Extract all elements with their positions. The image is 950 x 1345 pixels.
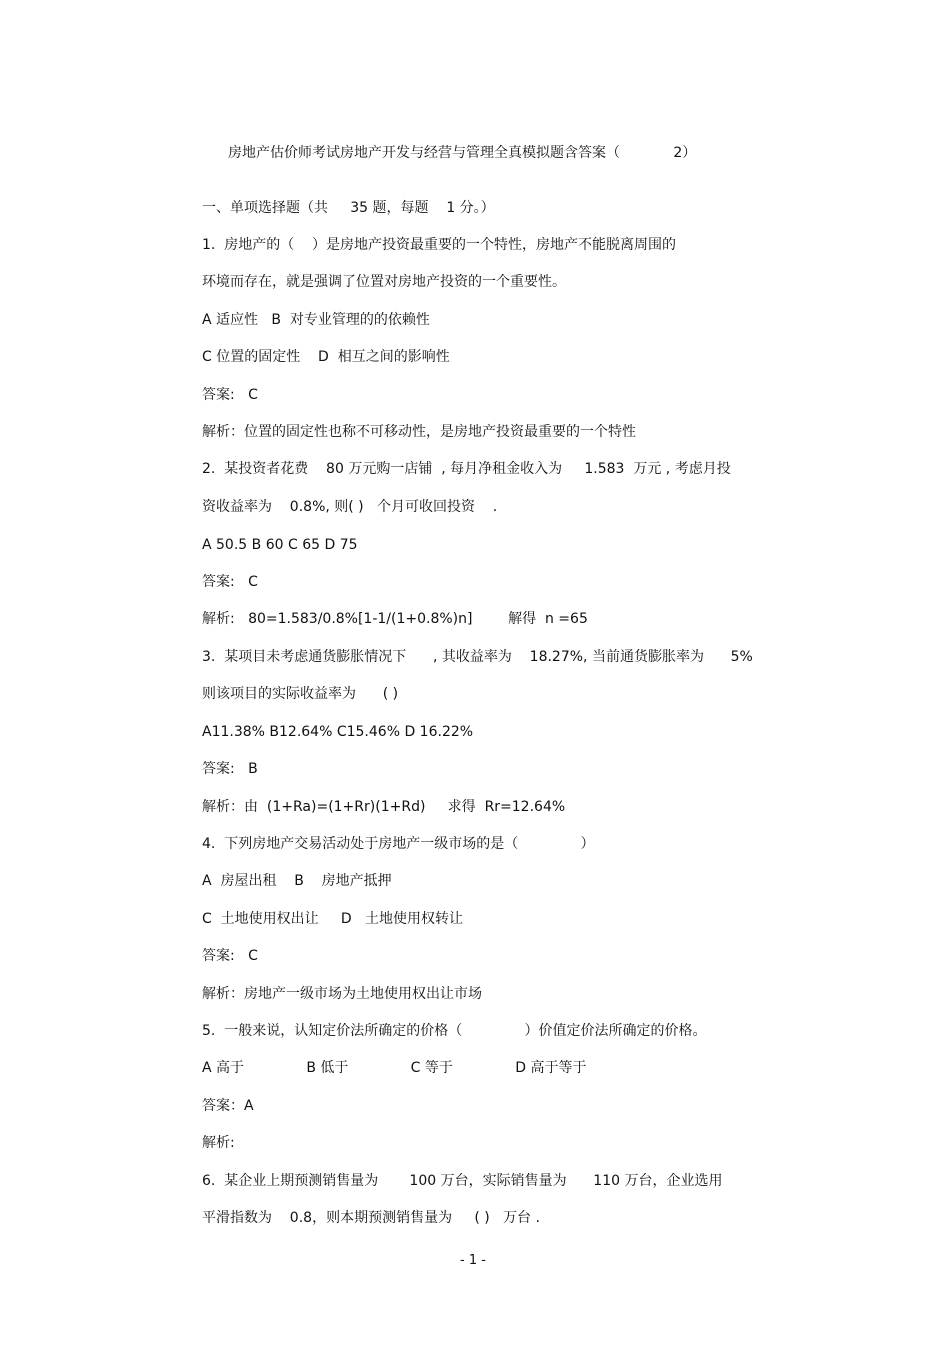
question-4-options-ab: A 房屋出租 B 房地产抵押 (202, 873, 392, 889)
question-4-analysis: 解析：房地产一级市场为土地使用权出让市场 (202, 986, 482, 1002)
question-3-stem: 3. 某项目未考虑通货膨胀情况下 , 其收益率为 18.27%, 当前通货膨胀率为 5% (202, 649, 753, 665)
section-heading: 一、单项选择题（共 35 题，每题 1 分。） (202, 200, 495, 216)
question-5-analysis: 解析: (202, 1135, 235, 1151)
question-2-stem: 2. 某投资者花费 80 万元购一店铺 , 每月净租金收入为 1.583 万元 , 考虑月投 (202, 461, 731, 477)
question-4-answer: 答案: C (202, 948, 258, 964)
question-2-answer: 答案: C (202, 574, 258, 590)
question-4-options-cd: C 土地使用权出让 D 土地使用权转让 (202, 911, 464, 927)
document-title: 房地产估价师考试房地产开发与经营与管理全真模拟题含答案（ 2） (228, 145, 697, 161)
question-1-answer: 答案: C (202, 387, 258, 403)
question-1-analysis: 解析：位置的固定性也称不可移动性，是房地产投资最重要的一个特性 (202, 424, 636, 440)
question-3-analysis: 解析：由 (1+Ra)=(1+Rr)(1+Rd) 求得 Rr=12.64% (202, 799, 566, 815)
question-1-stem-cont: 环境而存在，就是强调了位置对房地产投资的一个重要性。 (202, 274, 566, 290)
question-2-options: A 50.5 B 60 C 65 D 75 (202, 537, 358, 553)
question-1-options-cd: C 位置的固定性 D 相互之间的影响性 (202, 349, 450, 365)
question-3-options: A11.38% B12.64% C15.46% D 16.22% (202, 724, 474, 740)
page-number: - 1 - (460, 1253, 486, 1268)
question-1-stem: 1. 房地产的（ ）是房地产投资最重要的一个特性，房地产不能脱离周围的 (202, 237, 677, 253)
question-3-stem-cont: 则该项目的实际收益率为 ( ) (202, 686, 399, 702)
question-4-stem: 4. 下列房地产交易活动处于房地产一级市场的是（ ） (202, 836, 595, 852)
question-2-analysis: 解析: 80=1.583/0.8%[1-1/(1+0.8%)n] 解得 n =65 (202, 611, 588, 627)
question-5-answer: 答案：A (202, 1098, 254, 1114)
question-6-stem: 6. 某企业上期预测销售量为 100 万台，实际销售量为 110 万台，企业选用 (202, 1173, 723, 1189)
question-2-stem-cont: 资收益率为 0.8%, 则( ) 个月可收回投资 . (202, 499, 498, 515)
question-3-answer: 答案: B (202, 761, 258, 777)
question-1-options-ab: A 适应性 B 对专业管理的的依赖性 (202, 312, 430, 328)
question-5-stem: 5. 一般来说，认知定价法所确定的价格（ ）价值定价法所确定的价格。 (202, 1023, 707, 1039)
question-6-stem-cont: 平滑指数为 0.8，则本期预测销售量为 ( ) 万台 . (202, 1210, 540, 1226)
question-5-options: A 高于 B 低于 C 等于 D 高于等于 (202, 1060, 587, 1076)
